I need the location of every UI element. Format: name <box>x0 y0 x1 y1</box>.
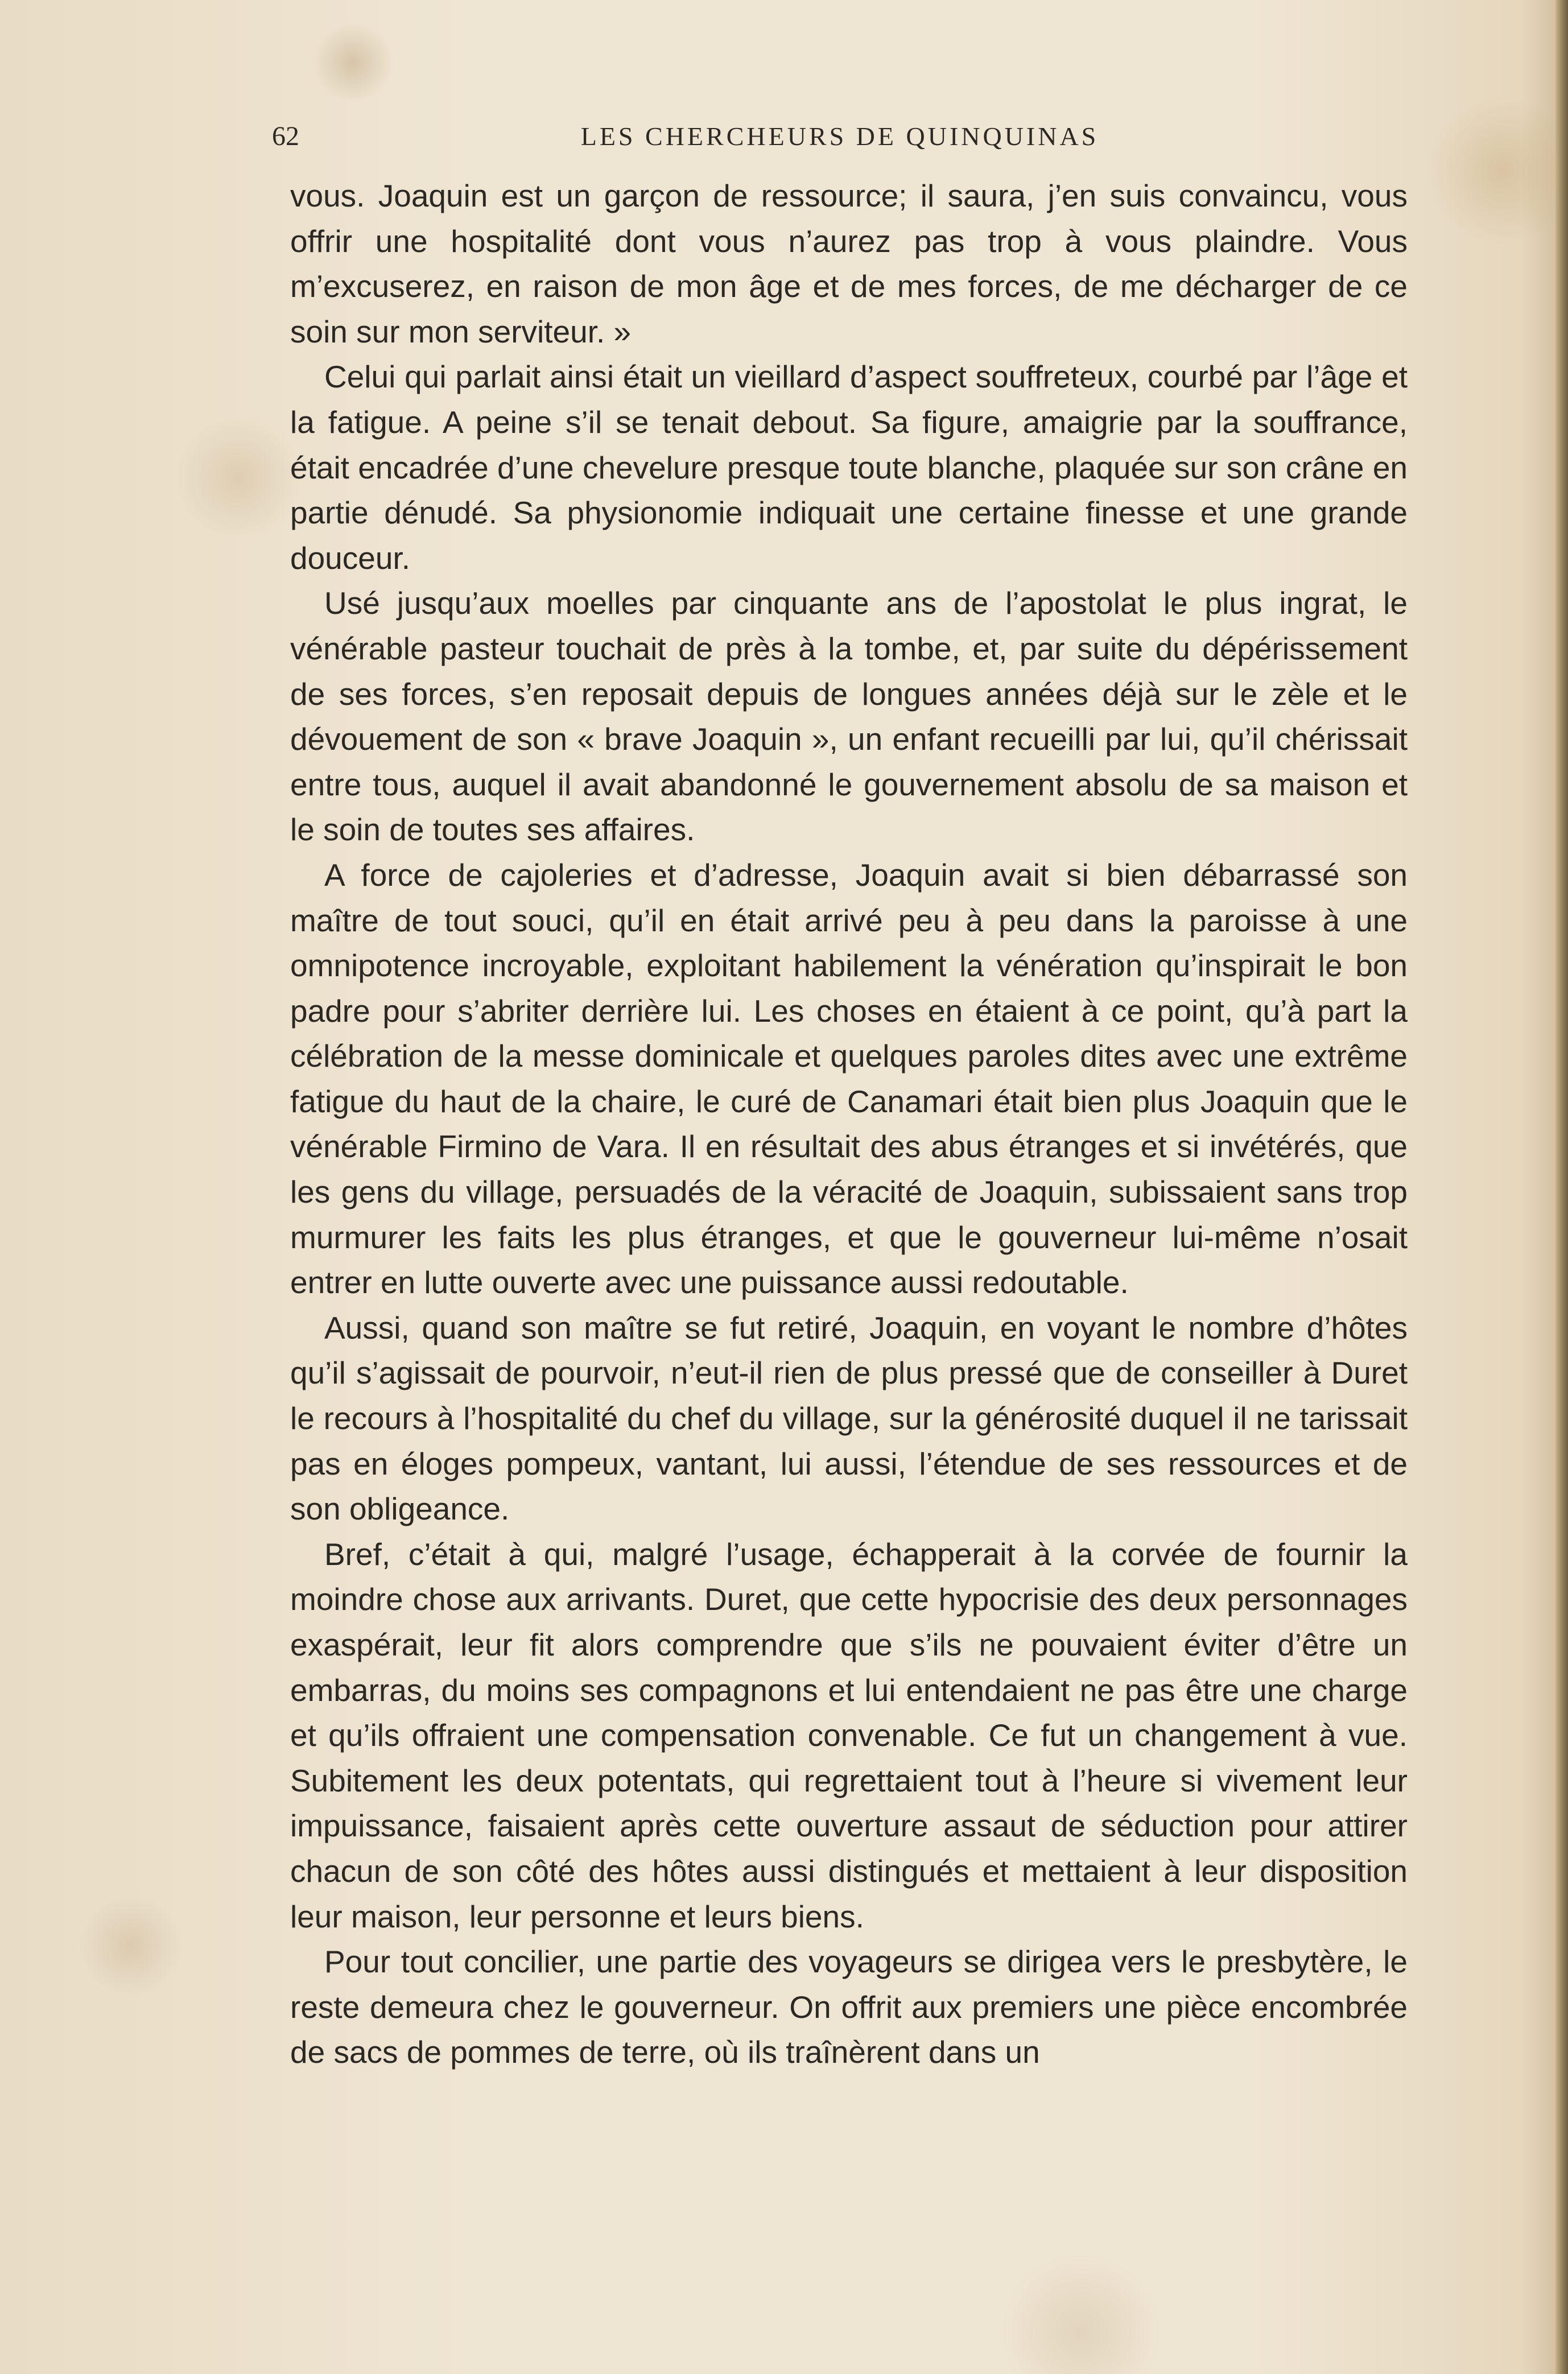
paragraph: Celui qui parlait ainsi était un vieillard d’aspect souffreteux, courbé par l’âge et la fatigue. A peine s’il se tenait debout. Sa figure, amaigrie par la souffrance, était encadrée d’une chevelure presque toute blanche, plaquée sur son crâne en partie dénudé. Sa physionomie indiquait une certaine finesse et une grande douceur. <box>290 359 1408 576</box>
running-header <box>272 119 1408 154</box>
body-text <box>290 174 1408 2075</box>
paragraph: Pour tout concilier, une partie des voyageurs se dirigea vers le presbytère, le reste demeura chez le gouverneur. On offrit aux premiers une pièce encombrée de sacs de pommes de terre, où ils traînèrent dans un <box>290 1944 1408 2070</box>
page-number: 62 <box>272 121 299 151</box>
paragraph: A force de cajoleries et d’adresse, Joaquin avait si bien débarrassé son maître de tout souci, qu’il en était arrivé peu à peu dans la paroisse à une omnipotence incroyable, exploitant habilement la vénération qu’inspirait le bon padre pour s’abriter derrière lui. Les choses en étaient à ce point, qu’à part la célébration de la messe dominicale et quelques paroles dites avec une extrême fatigue du haut de la chaire, le curé de Canamari était bien plus Joaquin que le vénérable Firmino de Vara. Il en résultait des abus étranges et si invétérés, que les gens du village, persuadés de la véracité de Joaquin, subissaient sans trop murmurer les faits les plus étranges, et que le gouverneur lui-même n’osait entrer en lutte ouverte avec une puissance aussi redoutable. <box>290 857 1408 1300</box>
paragraph: Usé jusqu’aux moelles par cinquante ans de l’apostolat le plus ingrat, le vénérable pasteur touchait de près à la tombe, et, par suite du dépérissement de ses forces, s’en reposait depuis de longues années déjà sur le zèle et le dévouement de son « brave Joaquin », un enfant recueilli par lui, qu’il chérissait entre tous, auquel il avait abandonné le gouvernement absolu de sa maison et le soin de toutes ses affaires. <box>290 585 1408 848</box>
paragraph: Aussi, quand son maître se fut retiré, Joaquin, en voyant le nombre d’hôtes qu’il s’agissait de pourvoir, n’eut-il rien de plus pressé que de conseiller à Duret le recours à l’hospitalité du chef du village, sur la générosité duquel il ne tarissait pas en éloges pompeux, vantant, lui aussi, l’étendue de ses ressources et de son obligeance. <box>290 1310 1408 1527</box>
page-edge-shadow <box>1555 0 1568 2374</box>
paragraph-continued: vous. Joaquin est un garçon de ressource; il saura, j’en suis convaincu, vous offrir une hospitalité dont vous n’aurez pas trop à vous plaindre. Vous m’excuserez, en raison de mon âge et de mes forces, de me décharger de ce soin sur mon serviteur. » <box>290 178 1408 349</box>
paragraph: Bref, c’était à qui, malgré l’usage, échapperait à la corvée de fournir la moindre chose aux arrivants. Duret, que cette hypocrisie des deux personnages exaspérait, leur fit alors comprendre que s’ils ne pouvaient éviter d’être un embarras, du moins ses compagnons et lui entendaient ne pas être une charge et qu’ils offraient une compensation convenable. Ce fut un changement à vue. Subitement les deux potentats, qui regrettaient tout à l’heure si vivement leur impuissance, faisaient après cette ouverture assaut de séduction pour attirer chacun de son côté des hôtes aussi distingués et mettaient à leur disposition leur maison, leur personne et leurs biens. <box>290 1536 1408 1934</box>
running-title: LES CHERCHEURS DE QUINQUINAS <box>580 122 1099 151</box>
